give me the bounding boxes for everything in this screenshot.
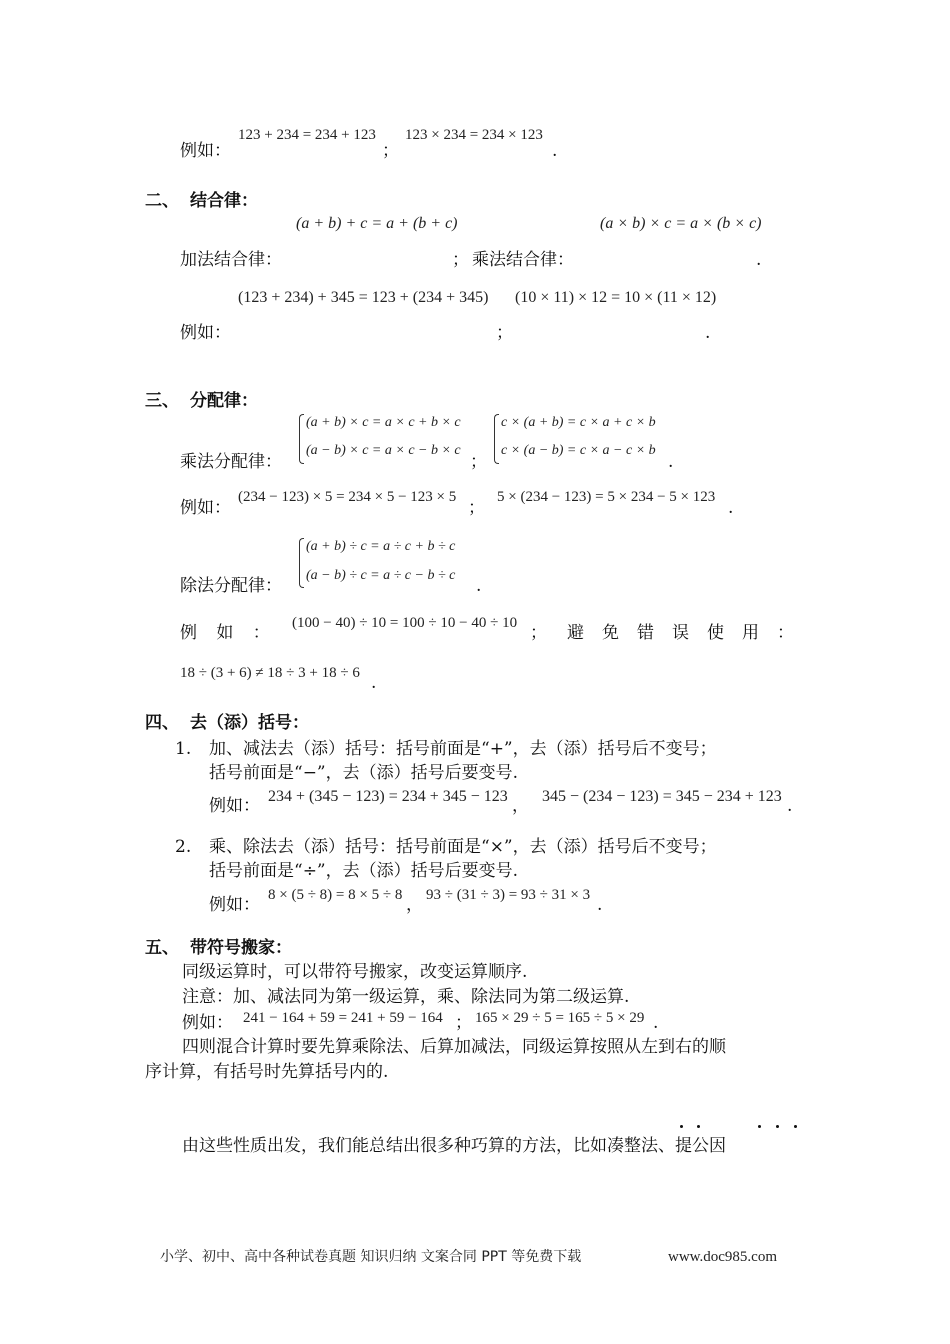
commutative-end: . bbox=[552, 141, 558, 161]
brackets-item-2-number: 2. bbox=[175, 837, 192, 857]
mul-distributive-formula-4: c × (a − b) = c × a − c × b bbox=[501, 443, 656, 458]
brackets-item-1-separator: ， bbox=[512, 796, 529, 816]
mul-distributive-formula-1: (a + b) × c = a × c + b × c bbox=[306, 415, 461, 430]
brackets-item-1-example-1: 234 + (345 − 123) = 234 + 345 − 123 bbox=[268, 788, 508, 805]
brackets-item-2-separator: ， bbox=[406, 895, 423, 915]
brackets-item-1-line-1: 加、减法去（添）括号：括号前面是“+”，去（添）括号后不变号； bbox=[209, 739, 717, 759]
brackets-item-2-example-1: 8 × (5 ÷ 8) = 8 × 5 ÷ 8 bbox=[268, 887, 403, 903]
distributive-example-1: (234 − 123) × 5 = 234 × 5 − 123 × 5 bbox=[238, 489, 457, 505]
brackets-item-2-example-2: 93 ÷ (31 ÷ 3) = 93 ÷ 31 × 3 bbox=[426, 887, 591, 903]
section-4-number: 四、 bbox=[145, 713, 179, 733]
brace-left-3 bbox=[299, 538, 304, 588]
section-3-heading: 分配律： bbox=[190, 391, 258, 411]
div-distributive-example-label: 例 如 ： bbox=[180, 623, 270, 643]
brackets-item-2-example-label: 例如： bbox=[209, 895, 260, 915]
div-distributive-label: 除法分配律： bbox=[180, 576, 282, 596]
section-2-heading: 结合律： bbox=[190, 191, 258, 211]
closing-line: 由这些性质出发，我们能总结出很多种巧算的方法，比如凑整法、提公因 bbox=[182, 1136, 726, 1156]
brace-left-2 bbox=[494, 414, 499, 464]
div-distributive-example-separator: ； bbox=[530, 623, 547, 643]
mul-distributive-formula-2: (a − b) × c = a × c − b × c bbox=[306, 443, 461, 458]
avoid-misuse-label: 避免错误使用： bbox=[567, 623, 812, 643]
commutative-example-1: 123 + 234 = 234 + 123 bbox=[238, 127, 376, 143]
div-distributive-formula-2: (a − b) ÷ c = a ÷ c − b ÷ c bbox=[306, 568, 456, 583]
mul-distributive-formula-3: c × (a + b) = c × a + c × b bbox=[501, 415, 656, 430]
add-associative-formula: (a + b) + c = a + (b + c) bbox=[296, 215, 458, 232]
emphasis-dot bbox=[794, 1125, 797, 1128]
distributive-example-label: 例如： bbox=[180, 498, 231, 518]
footer-text: 小学、初中、高中各种试卷真题 知识归纳 文案合同 PPT 等免费下载 bbox=[160, 1249, 582, 1265]
distributive-example-end: . bbox=[728, 498, 734, 518]
moving-example-separator: ； bbox=[455, 1013, 472, 1033]
section-5-heading: 带符号搬家： bbox=[190, 938, 292, 958]
commutative-separator: ； bbox=[382, 141, 399, 161]
associative-example-2: (10 × 11) × 12 = 10 × (11 × 12) bbox=[515, 289, 717, 306]
emphasis-dot bbox=[758, 1125, 761, 1128]
moving-example-end: . bbox=[653, 1013, 659, 1033]
footer-url[interactable]: www.doc985.com bbox=[668, 1249, 778, 1265]
div-distributive-formula-1: (a + b) ÷ c = a ÷ c + b ÷ c bbox=[306, 539, 456, 554]
moving-example-2: 165 × 29 ÷ 5 = 165 ÷ 5 × 29 bbox=[475, 1010, 645, 1026]
order-paragraph-line-1: 四则混合计算时要先算乘除法、后算加减法，同级运算按照从左到右的顺 bbox=[182, 1037, 726, 1057]
brackets-item-1-number: 1. bbox=[175, 739, 192, 759]
associative-example-end: . bbox=[705, 323, 711, 343]
add-associative-label: 加法结合律： bbox=[180, 250, 282, 270]
mul-distributive-end: . bbox=[668, 452, 674, 472]
brackets-item-2-line-1: 乘、除法去（添）括号：括号前面是“×”，去（添）括号后不变号； bbox=[209, 837, 717, 857]
mul-associative-formula: (a × b) × c = a × (b × c) bbox=[600, 215, 762, 232]
section-2-number: 二、 bbox=[145, 191, 179, 211]
mul-associative-label: 乘法结合律： bbox=[472, 250, 574, 270]
section-5-number: 五、 bbox=[145, 938, 179, 958]
wrong-usage-end: . bbox=[371, 673, 377, 693]
moving-example-1: 241 − 164 + 59 = 241 + 59 − 164 bbox=[243, 1010, 443, 1026]
section-4-heading: 去（添）括号： bbox=[190, 713, 309, 733]
brackets-item-1-example-2: 345 − (234 − 123) = 345 − 234 + 123 bbox=[542, 788, 782, 805]
commutative-example-2: 123 × 234 = 234 × 123 bbox=[405, 127, 543, 143]
brackets-item-2-end: . bbox=[597, 895, 603, 915]
distributive-example-separator: ； bbox=[468, 498, 485, 518]
moving-line-1: 同级运算时，可以带符号搬家，改变运算顺序. bbox=[182, 962, 528, 982]
emphasis-dot bbox=[680, 1125, 683, 1128]
associative-example-label: 例如： bbox=[180, 323, 231, 343]
div-distributive-end: . bbox=[476, 576, 482, 596]
moving-line-2: 注意：加、减法同为第一级运算，乘、除法同为第二级运算. bbox=[182, 987, 630, 1007]
brackets-item-2-line-2: 括号前面是“÷”，去（添）括号后要变号. bbox=[209, 861, 519, 881]
associative-example-separator: ； bbox=[496, 323, 513, 343]
emphasis-dot bbox=[697, 1125, 700, 1128]
moving-example-label: 例如： bbox=[182, 1013, 233, 1033]
brackets-item-1-end: . bbox=[787, 796, 793, 816]
mul-distributive-separator: ； bbox=[470, 452, 487, 472]
brackets-item-1-line-2: 括号前面是“−”，去（添）括号后要变号. bbox=[209, 763, 519, 783]
section-3-number: 三、 bbox=[145, 391, 179, 411]
order-paragraph-line-2: 序计算，有括号时先算括号内的. bbox=[145, 1062, 389, 1082]
distributive-example-2: 5 × (234 − 123) = 5 × 234 − 5 × 123 bbox=[497, 489, 716, 505]
associative-mid-separator: ； bbox=[452, 250, 469, 270]
mul-distributive-label: 乘法分配律： bbox=[180, 452, 282, 472]
brace-left-1 bbox=[299, 414, 304, 464]
wrong-usage-example: 18 ÷ (3 + 6) ≠ 18 ÷ 3 + 18 ÷ 6 bbox=[180, 665, 360, 681]
associative-example-1: (123 + 234) + 345 = 123 + (234 + 345) bbox=[238, 289, 489, 306]
emphasis-dot bbox=[776, 1125, 779, 1128]
brackets-item-1-example-label: 例如： bbox=[209, 796, 260, 816]
commutative-example-label: 例如： bbox=[180, 141, 231, 161]
div-distributive-example: (100 − 40) ÷ 10 = 100 ÷ 10 − 40 ÷ 10 bbox=[292, 615, 518, 631]
associative-end: . bbox=[756, 250, 762, 270]
